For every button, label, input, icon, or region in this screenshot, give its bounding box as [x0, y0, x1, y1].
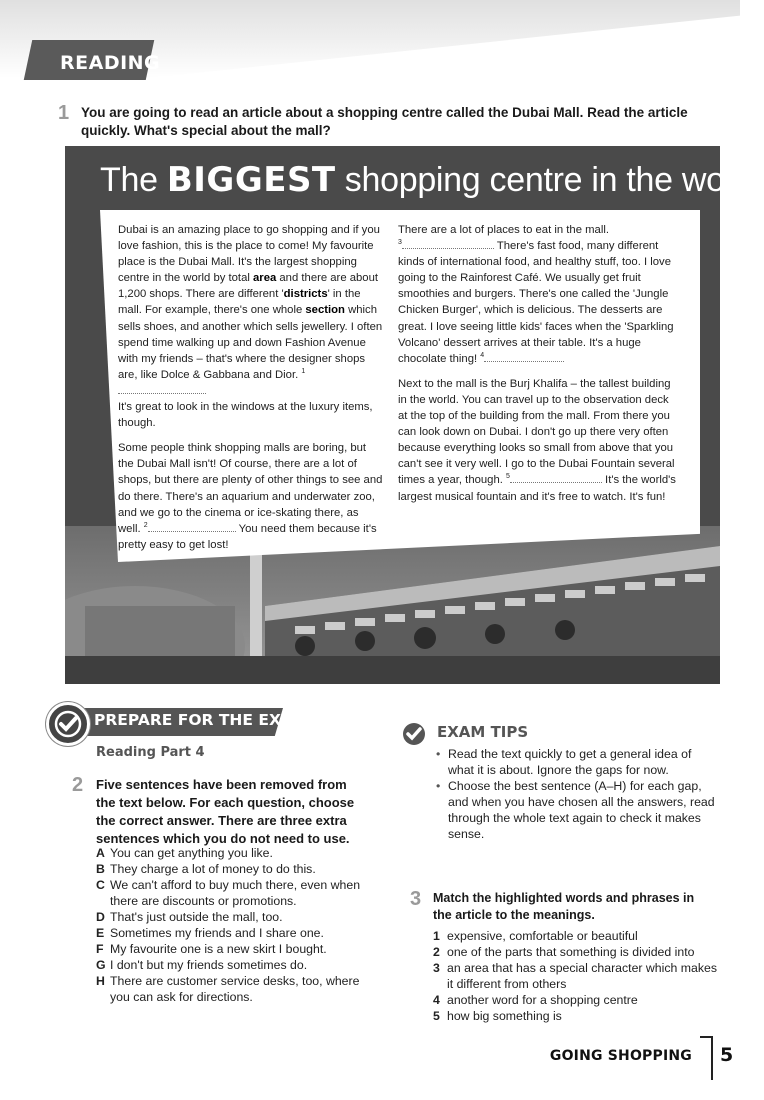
- list-item: D That's just outside the mall, too.: [96, 910, 283, 924]
- list-item: 4 another word for a shopping centre: [433, 993, 638, 1007]
- footer-divider: [711, 1036, 713, 1080]
- prepare-title: PREPARE FOR THE EXAM: [94, 711, 309, 729]
- checkmark-icon: [399, 719, 429, 749]
- gap-line[interactable]: [510, 473, 602, 483]
- list-item: G I don't but my friends sometimes do.: [96, 958, 308, 972]
- q2-instruction: Five sentences have been removed from the text below. For each question, choose the correct answer. There are three extra sentences which you do not need to use.: [96, 777, 355, 846]
- q2-number: 2: [72, 774, 84, 796]
- article-left-column: [118, 222, 384, 562]
- list-item: 2 one of the parts that something is divided into: [433, 945, 695, 959]
- gap-number: 2: [143, 521, 148, 529]
- list-item: 3 an area that has a special character which makes it different from others: [433, 961, 717, 991]
- prepare-subtitle: Reading Part 4: [96, 745, 205, 760]
- article-right-column: [398, 222, 678, 514]
- section-label: READING: [60, 52, 161, 74]
- q1-instruction: You are going to read an article about a shopping centre called the Dubai Mall. Read the article quickly. What's special about the mall?: [81, 105, 688, 138]
- tips-title: EXAM TIPS: [437, 723, 529, 741]
- list-item: • Read the text quickly to get a general idea of what it is about. Ignore the gaps for now.: [436, 746, 718, 778]
- q3-number: 3: [410, 888, 422, 910]
- q1-number: 1: [58, 102, 70, 124]
- footer-divider: [700, 1036, 713, 1038]
- list-item: 1 expensive, comfortable or beautiful: [433, 929, 638, 943]
- list-item: B They charge a lot of money to do this.: [96, 862, 316, 876]
- footer-unit-title: GOING SHOPPING: [549, 1048, 692, 1064]
- list-item: E Sometimes my friends and I share one.: [96, 926, 324, 940]
- article-paragraph: Dubai is an amazing place to go shopping and if you love fashion, this is the place to come! My favourite place is the Dubai Mall. It's the largest shopping centre in the world by total area and there are about 1,200 shops. There are different 'districts' in the mall. For example, there's one whole section which sells shoes, and another which sells jewellery. I often spend time walking up and down Fashion Avenue with my friends – that's where the designer shops are, like Dolce & Gabbana and Dior. $^1$ It's great to look in the windows at the luxury items, though.: [118, 224, 383, 430]
- gap-number: 1: [301, 368, 306, 376]
- tips-list: [436, 746, 718, 842]
- gap-number: 4: [480, 351, 485, 359]
- list-item: F My favourite one is a new skirt I bought.: [96, 942, 327, 956]
- list-item: C We can't afford to buy much there, even when there are discounts or promotions.: [96, 878, 361, 908]
- gap-line[interactable]: [118, 384, 206, 394]
- gap-line[interactable]: [402, 239, 494, 249]
- article-title: The BIGGEST shopping centre in the world: [100, 160, 762, 200]
- gap-line[interactable]: [148, 522, 236, 532]
- gap-number: 5: [506, 473, 510, 481]
- article-paragraph: There are a lot of places to eat in the mall. $^3$ There's fast food, many different kinds of international food, and healthy stuff, too. I love going to the Rainforest Café. We usually get fruit smoothies and burgers. There's one called the 'Jungle Chicken Burger', which is delicious. The desserts are great. I love seeing little kids' faces when the 'Sparkling Volcano' dessert arrives at their table. It's a huge chocolate thing! $^4$: [398, 224, 674, 365]
- list-item: 5 how big something is: [433, 1009, 562, 1023]
- meanings-list: [433, 928, 725, 1024]
- list-item: H There are customer service desks, too, where you can ask for directions.: [96, 974, 360, 1004]
- gap-number: 3: [398, 239, 402, 247]
- article-paragraph: Some people think shopping malls are boring, but the Dubai Mall isn't! Of course, there are a lot of shops, but there are plenty of other things to see and do there. There's an aquarium and underwater zoo, and we go to the cinema or ice-skating there, as well. $^2$ You need them because it's pretty easy to get lost!: [118, 442, 383, 551]
- answer-options: [96, 845, 371, 1005]
- page-number: 5: [720, 1044, 734, 1066]
- list-item: • Choose the best sentence (A–H) for each gap, and when you have chosen all the answers, read through the whole text again to check it makes sense.: [436, 778, 718, 842]
- q3-instruction: Match the highlighted words and phrases in the article to the meanings.: [433, 891, 695, 922]
- list-item: A You can get anything you like.: [96, 846, 273, 860]
- article-paragraph: Next to the mall is the Burj Khalifa – the tallest building in the world. You can travel up to the observation deck at the top of the building from the mall. From there you can look down on Dubai. I don't go up there very often because everything looks so small from above that you can't see it very well. I go to the Dubai Fountain several times a year, though. $^5$ It's the world's largest musical fountain and it's free to watch. It's fun!: [398, 377, 676, 503]
- checkmark-icon: [46, 702, 90, 746]
- gap-line[interactable]: [484, 352, 564, 362]
